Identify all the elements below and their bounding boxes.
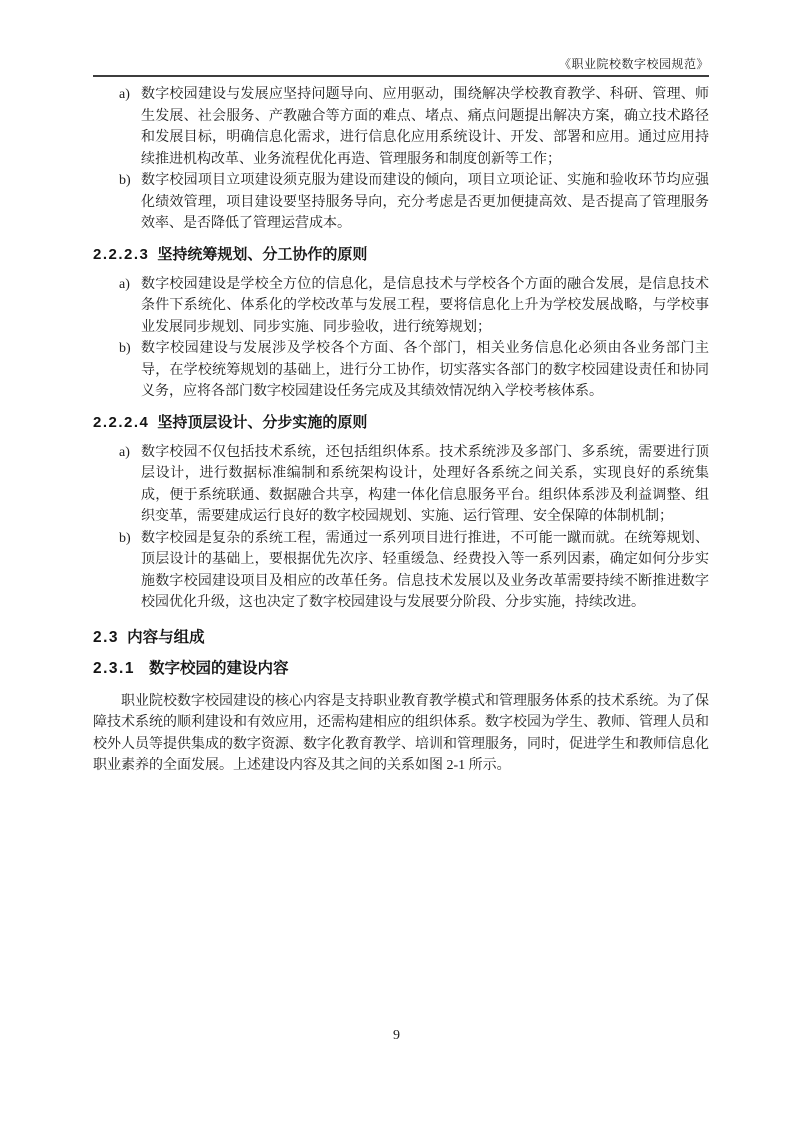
list-item-marker: a) [119,87,130,102]
section-number: 2.2.2.4 [93,413,150,431]
list-item-text: 数字校园不仅包括技术系统，还包括组织体系。技术系统涉及多部门、多系统，需要进行顶层设计，进行数据标准编制和系统架构设计，处理好各系统之间关系，实现良好的系统集成，便于系统联通、数据融合共享，构建一体化信息服务平台。组织体系涉及利益调整、组织变革，需要建成运行良好的数字校园规划、实施、运行管理、安全保障的体制机制； [141,444,709,524]
page-content [93,84,709,777]
list-item-text: 数字校园建设与发展应坚持问题导向、应用驱动，围绕解决学校教育教学、科研、管理、师生发展、社会服务、产教融合等方面的难点、堵点、痛点问题提出解决方案，确立技术路径和发展目标，明确信息化需求，进行信息化应用系统设计、开发、部署和应用。通过应用持续推进机构改革、业务流程优化再造、管理服务和制度创新等工作； [141,87,709,167]
list-item [119,84,709,170]
list-item-marker: b) [119,341,131,356]
body-paragraph: 职业院校数字校园建设的核心内容是支持职业教育教学模式和管理服务体系的技术系统。为了保障技术系统的顺利建设和有效应用，还需构建相应的组织体系。数字校园为学生、教师、管理人员和校外人员等提供集成的数字资源、数字化教育教学、培训和管理服务，同时，促进学生和教师信息化职业素养的全面发展。上述建设内容及其之间的关系如图 2-1 所示。 [93,693,709,773]
running-header [93,55,709,77]
list-item-text: 数字校园是复杂的系统工程，需通过一系列项目进行推进，不可能一蹴而就。在统筹规划、顶层设计的基础上，要根据优先次序、轻重缓急、经费投入等一系列因素，确定如何分步实施数字校园建设项目及相应的改革任务。信息技术发展以及业务改革需要持续不断推进数字校园优化升级，这也决定了数字校园建设与发展要分阶段、分步实施，持续改进。 [141,530,709,610]
section-heading-2-2-2-4 [93,414,709,432]
list-item-text: 数字校园项目立项建设须克服为建设而建设的倾向，项目立项论证、实施和验收环节均应强化绩效管理，项目建设要坚持服务导向，充分考虑是否更加便捷高效、是否提高了管理服务效率、是否降低了管理运营成本。 [141,173,709,231]
section-number: 2.3.1 [93,659,135,677]
list-item-text: 数字校园建设是学校全方位的信息化，是信息技术与学校各个方面的融合发展，是信息技术条件下系统化、体系化的学校改革与发展工程，要将信息化上升为学校发展战略，与学校事业发展同步规划、同步实施、同步验收，进行统筹规划； [141,276,709,335]
section-2-2-2-3-list [93,274,709,403]
list-item-marker: b) [119,173,131,188]
section-title: 坚持统筹规划、分工协作的原则 [157,245,368,263]
section-title: 数字校园的建设内容 [148,659,289,677]
list-item [119,338,709,403]
section-heading-2-2-2-3 [93,246,709,264]
page-number: 9 [393,1028,400,1043]
section-2-2-2-4-list [93,442,709,614]
section-title: 坚持顶层设计、分步实施的原则 [157,413,368,431]
list-item [119,274,709,339]
list-item [119,442,709,528]
intro-list [93,84,709,235]
section-heading-2-3-1 [93,660,709,678]
list-item [119,170,709,235]
running-header-title: 《职业院校数字校园规范》 [558,57,709,71]
list-item-marker: b) [119,530,131,546]
section-heading-2-3 [93,629,709,647]
section-number: 2.2.2.3 [93,245,150,263]
section-number: 2.3 [93,628,120,646]
list-item-marker: a) [119,444,130,460]
list-item [119,528,709,614]
list-item-text: 数字校园建设与发展涉及学校各个方面、各个部门，相关业务信息化必须由各业务部门主导，在学校统筹规划的基础上，进行分工协作，切实落实各部门的数字校园建设责任和协同义务，应将各部门数字校园建设任务完成及其绩效情况纳入学校考核体系。 [141,341,709,399]
section-title: 内容与组成 [127,628,205,646]
list-item-marker: a) [119,276,130,292]
